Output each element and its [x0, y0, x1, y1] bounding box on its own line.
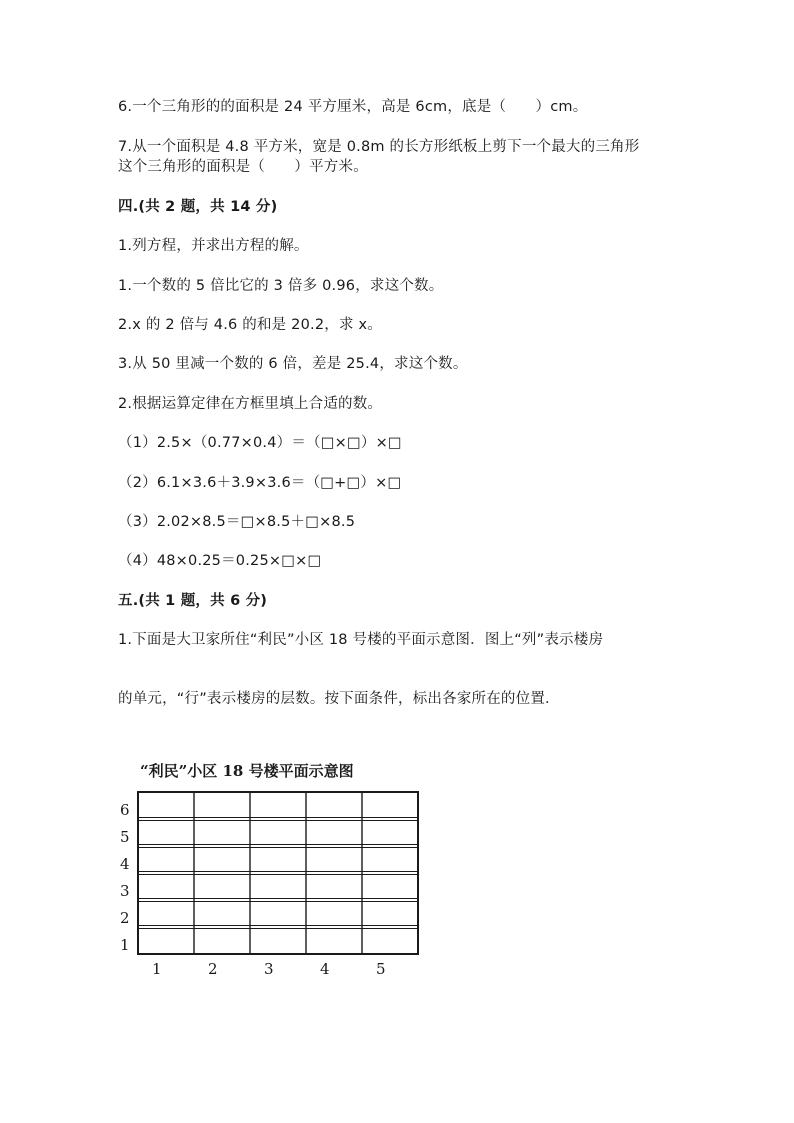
section-5-heading: 五.(共 1 题，共 6 分)	[118, 593, 268, 609]
floor-plan-grid	[118, 760, 428, 980]
section-4-question-2-item-2: （2）6.1×3.6＋3.9×3.6＝（□+□）×□	[118, 475, 402, 491]
section-4-question-1: 1.列方程，并求出方程的解。	[118, 238, 309, 254]
row-label: 3	[120, 882, 130, 900]
section-4-question-1-item-3: 3.从 50 里减一个数的 6 倍，差是 25.4，求这个数。	[118, 356, 468, 372]
row-label: 1	[120, 936, 130, 954]
column-label: 3	[264, 960, 274, 978]
figure-title: “利民”小区 18 号楼平面示意图	[140, 762, 354, 780]
section-4-question-2-item-4: （4）48×0.25＝0.25×□×□	[118, 553, 322, 569]
column-label: 5	[376, 960, 386, 978]
question-7-line-2: 这个三角形的面积是（ ）平方米。	[118, 159, 368, 175]
section-4-question-1-item-1: 1.一个数的 5 倍比它的 3 倍多 0.96，求这个数。	[118, 278, 444, 294]
section-5-question-1-line-2: 的单元，“行”表示楼房的层数。按下面条件，标出各家所在的位置．	[118, 691, 560, 707]
row-label: 2	[120, 909, 130, 927]
column-label: 1	[152, 960, 162, 978]
column-label: 2	[208, 960, 218, 978]
row-label: 6	[120, 801, 130, 819]
question-6: 6.一个三角形的的面积是 24 平方厘米，高是 6cm，底是（ ）cm。	[118, 99, 588, 115]
row-label: 4	[120, 855, 130, 873]
section-4-question-1-item-2: 2.x 的 2 倍与 4.6 的和是 20.2，求 x。	[118, 317, 382, 333]
section-4-heading: 四.(共 2 题，共 14 分)	[118, 199, 278, 215]
building-floor-plan-figure	[118, 760, 428, 980]
section-4-question-2: 2.根据运算定律在方框里填上合适的数。	[118, 396, 383, 412]
column-label: 4	[320, 960, 330, 978]
grid-border	[138, 792, 418, 954]
section-5-question-1-line-1: 1.下面是大卫家所住“利民”小区 18 号楼的平面示意图．图上“列”表示楼房	[118, 632, 604, 648]
section-4-question-2-item-1: （1）2.5×（0.77×0.4）＝（□×□）×□	[118, 435, 402, 451]
section-4-question-2-item-3: （3）2.02×8.5＝□×8.5＋□×8.5	[118, 514, 356, 530]
question-7-line-1: 7.从一个面积是 4.8 平方米，宽是 0.8m 的长方形纸板上剪下一个最大的三角形	[118, 139, 640, 155]
row-label: 5	[120, 828, 130, 846]
